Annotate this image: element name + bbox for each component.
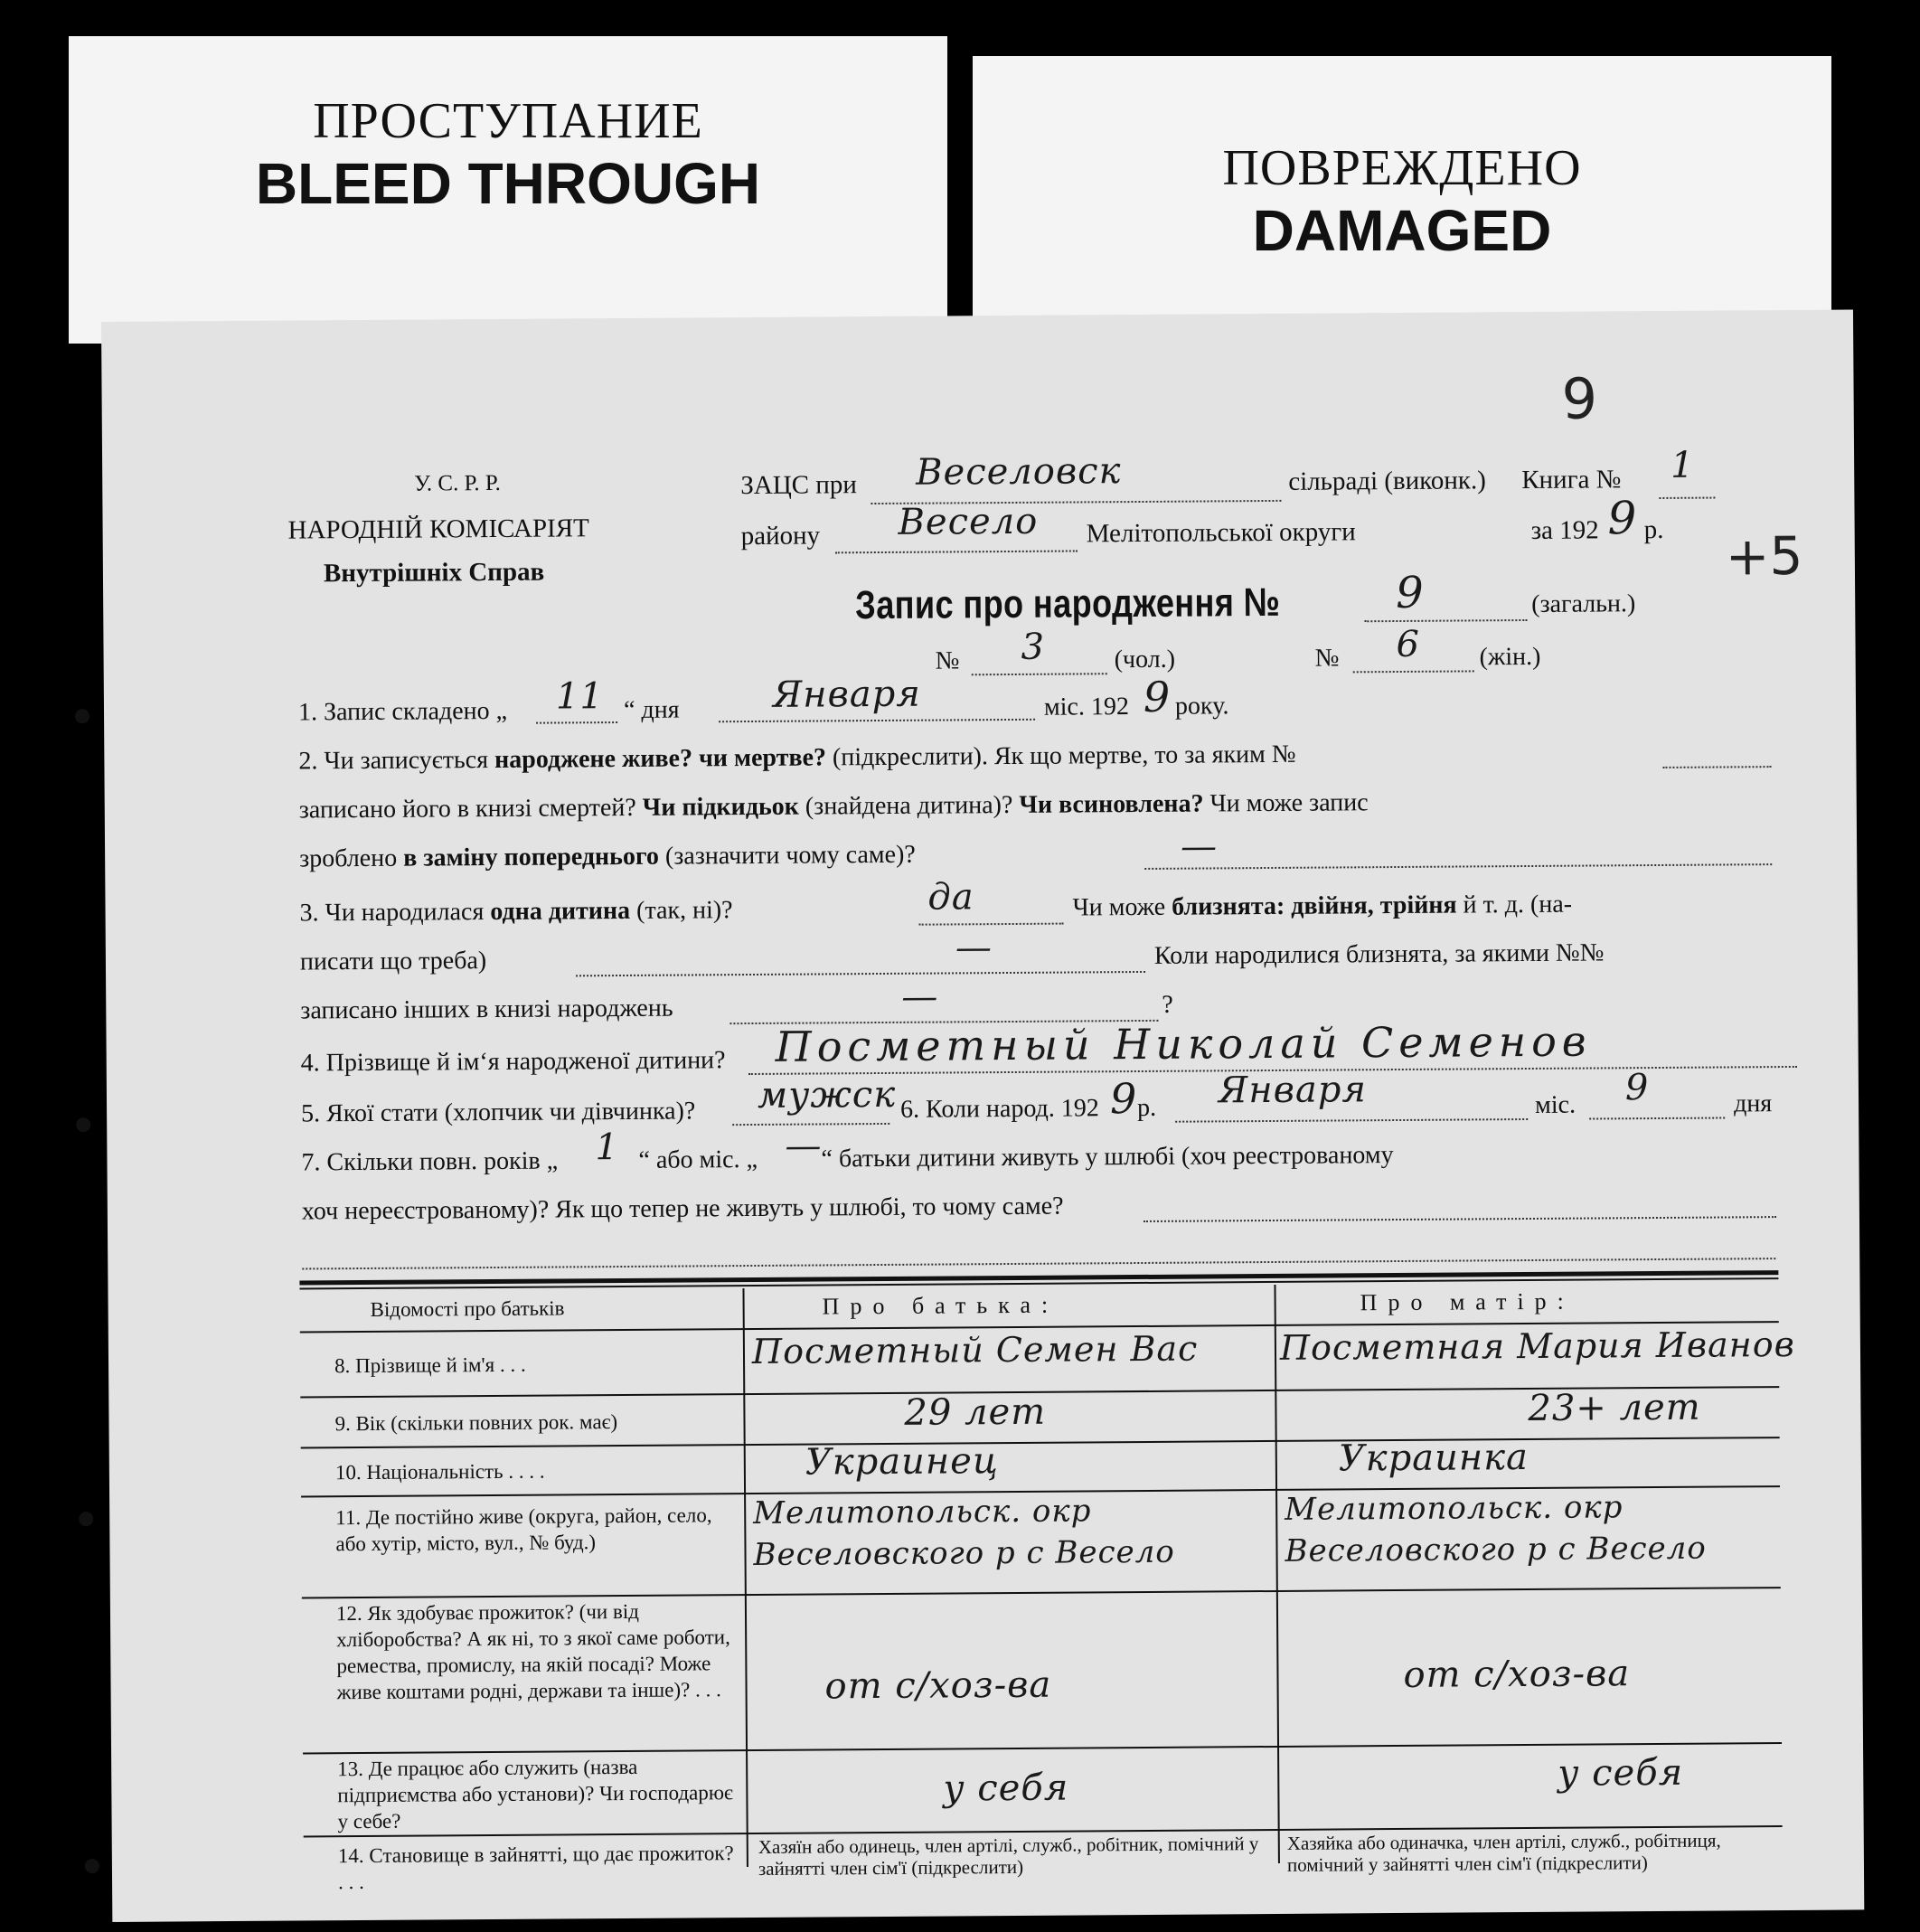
row8-label: 8. Прізвище й ім'я . . .: [334, 1352, 526, 1378]
row11-mother: Мелитопольск. окр Веселовского р с Весело: [1285, 1489, 1707, 1569]
year-value: 9: [1607, 492, 1638, 545]
row9-label: 9. Вік (скільки повних рок. має): [334, 1410, 618, 1436]
female-no-suffix: (жін.): [1479, 642, 1541, 672]
q1-post: міс. 192: [1043, 693, 1130, 721]
punch-hole: [79, 1512, 93, 1526]
q6-day: 9: [1624, 1067, 1650, 1109]
punch-hole: [85, 1859, 99, 1873]
q3-line1: [299, 896, 732, 928]
zags-value: Веселовск: [916, 450, 1122, 494]
punch-hole: [76, 1117, 90, 1132]
record-title: Запис про народження №: [855, 580, 1281, 628]
male-no-label: №: [935, 646, 960, 675]
q6-mid: р.: [1136, 1093, 1157, 1123]
page-number: 9: [1561, 365, 1598, 432]
bleed-through-en: BLEED THROUGH: [255, 151, 761, 216]
q3-l1b: одна дитина: [490, 896, 631, 927]
q1-mid: “ дня: [623, 695, 680, 724]
punch-hole: [75, 709, 89, 723]
q3-l3a: записано інших в книзі народжень: [300, 994, 673, 1025]
raion-label: району: [740, 521, 821, 551]
row10-mother: Украинка: [1338, 1437, 1529, 1480]
q3-l3b: ?: [1162, 990, 1173, 1019]
zags-label: ЗАЦС при: [740, 470, 857, 501]
q3-line1-right: [1072, 891, 1572, 923]
male-no-suffix: (чол.): [1114, 645, 1176, 674]
row9-mother: 23+ лет: [1528, 1386, 1701, 1430]
q4-value: Посметный Николай Семенов: [775, 1016, 1592, 1071]
q6-end: дня: [1733, 1089, 1773, 1118]
table-header-mother: Про матір:: [1360, 1287, 1575, 1316]
row11-label: 11. Де постійно живе (округа, район, село, або хутір, місто, вул., № буд.): [335, 1503, 712, 1556]
q2-line3: [299, 841, 916, 874]
q6-year: 9: [1109, 1074, 1138, 1124]
row14-mother: Хазяйка або одиначка, член артілі, служб., робітниця, помічний у зайнятті член сім'ї (підкреслити): [1286, 1829, 1721, 1876]
q3-l2-value: —: [955, 927, 993, 969]
q6-month: Января: [1218, 1069, 1367, 1112]
q2-value: —: [1180, 825, 1219, 868]
q2-line2: [299, 788, 1369, 825]
q2-l3c: (зазначити чому саме)?: [664, 840, 916, 871]
q2-l2d: Чи всиновлена?: [1019, 789, 1204, 819]
table-header-info: Відомості про батьків: [370, 1296, 565, 1321]
commissariat-label: НАРОДНІЙ КОМІСАРІЯТ: [287, 514, 589, 545]
q2-l2a: записано його в книзі смертей?: [298, 793, 636, 825]
record-number: 9: [1395, 567, 1425, 619]
q7-l1b: “ або міс. „: [638, 1145, 758, 1174]
female-no-label: №: [1314, 644, 1340, 673]
q3-l2b: Коли народилися близнята, за якими №№: [1153, 938, 1605, 970]
q7-l1c: “ батьки дитини живуть у шлюбі (хоч реестрованому: [821, 1141, 1394, 1173]
year-label: за 192: [1530, 515, 1599, 545]
row11-father: Мелитопольск. окр Веселовского р с Весело: [753, 1493, 1175, 1573]
q2-l1c: (підкреслити). Як що мертве, то за яким №: [832, 740, 1296, 772]
q2-line1: [298, 740, 1295, 777]
row14-label: 14. Становище в зайнятті, що дає прожиток? . . .: [337, 1842, 734, 1894]
q1-month: Января: [772, 673, 921, 716]
bleed-through-ru: ПРОСТУПАНИЕ: [313, 93, 703, 149]
row14-father: Хазяїн або одинець, член артілі, служб., робітник, помічний у зайнятті член сім'ї (підкреслити): [758, 1833, 1259, 1880]
row13-label: 13. Де працює або служить (назва підприємства або установи)? Чи господарює у себе?: [337, 1755, 733, 1833]
q5-value: мужск: [757, 1073, 897, 1117]
q2-l1b: народжене живе? чи мертве?: [494, 743, 827, 774]
record-general: (загальн.): [1531, 589, 1636, 618]
q3-l1d: Чи може: [1072, 892, 1166, 922]
row10-label: 10. Національність . . . .: [334, 1459, 545, 1484]
q2-l3b: в заміну попереднього: [403, 842, 660, 872]
q2-l1a: 2. Чи записується: [298, 746, 489, 776]
department-label: Внутрішніх Справ: [323, 557, 545, 589]
q3-value: да: [927, 876, 974, 919]
damaged-en: DAMAGED: [1252, 198, 1552, 263]
row8-mother: Посметная Мария Иванов: [1279, 1324, 1795, 1368]
row12-father: от с/хоз-ва: [824, 1663, 1052, 1708]
q3-l1c: (так, ні)?: [636, 896, 733, 925]
year-suffix: р.: [1643, 514, 1664, 545]
q6-label: 6. Коли народ. 192: [899, 1094, 1099, 1124]
q3-l1a: 3. Чи народилася: [299, 898, 485, 928]
row10-father: Украинец: [805, 1440, 999, 1484]
male-no-value: 3: [1021, 626, 1046, 668]
row8-father: Посметный Семен Вас: [751, 1328, 1199, 1372]
q4-label: 4. Прізвище й ім‘я народженої дитини?: [300, 1046, 726, 1078]
q1-year: 9: [1143, 672, 1172, 721]
q3-l1e: близнята: двійня, трійня: [1172, 891, 1457, 921]
q3-l3-value: —: [901, 975, 939, 1018]
row9-father: 29 лет: [904, 1390, 1047, 1434]
birth-record-document: [101, 309, 1864, 1921]
q7-l1a: 7. Скільки повн. років „: [301, 1146, 559, 1177]
damaged-card: [973, 56, 1831, 354]
q1-day: 11: [555, 675, 604, 718]
damaged-ru: ПОВРЕЖДЕНО: [1222, 140, 1582, 196]
q6-mis: міс.: [1534, 1090, 1576, 1119]
q5-label: 5. Якої стати (хлопчик чи дівчинка)?: [301, 1097, 696, 1128]
book-label: Книга №: [1521, 465, 1622, 495]
q2-l2e: Чи може запис: [1209, 788, 1369, 818]
female-no-value: 6: [1396, 623, 1421, 666]
q7-years: 1: [595, 1126, 620, 1169]
silradi-label: сільраді (виконк.): [1288, 466, 1486, 496]
row13-father: у себя: [943, 1767, 1069, 1810]
q2-l2b: Чи підкидьок: [642, 792, 799, 822]
row12-label: 12. Як здобуває прожиток? (чи від хліборобства? А як ні, то з якої саме роботи, ремества, промислу, на якій посаді? Може живе коштами родні, держави та інше)? . . .: [335, 1599, 730, 1704]
usrr-label: У. С. Р. Р.: [414, 470, 501, 496]
row12-mother: от с/хоз-ва: [1403, 1653, 1631, 1696]
bleed-through-card: [69, 36, 947, 344]
raion-value: Весело: [898, 500, 1039, 543]
q1-prefix: 1. Запис складено „: [297, 696, 508, 727]
q7-l2: хоч нереєстрованому)? Як що тепер не живуть у шлюбі, то чому саме?: [301, 1192, 1064, 1226]
table-header-father: Про батька:: [822, 1291, 1059, 1320]
okrug-label: Мелітопольської округи: [1086, 517, 1356, 549]
q2-l3a: зроблено: [299, 843, 398, 873]
q1-end: року.: [1174, 692, 1229, 721]
row13-mother: у себя: [1558, 1751, 1684, 1795]
q3-l1f: й т. д. (на-: [1463, 890, 1573, 919]
q2-l2c: (знайдена дитина)?: [805, 790, 1013, 821]
q3-l2a: писати що треба): [299, 947, 487, 976]
book-value: 1: [1670, 444, 1695, 486]
q7-months: —: [785, 1125, 823, 1167]
margin-mark: +5: [1725, 524, 1803, 588]
